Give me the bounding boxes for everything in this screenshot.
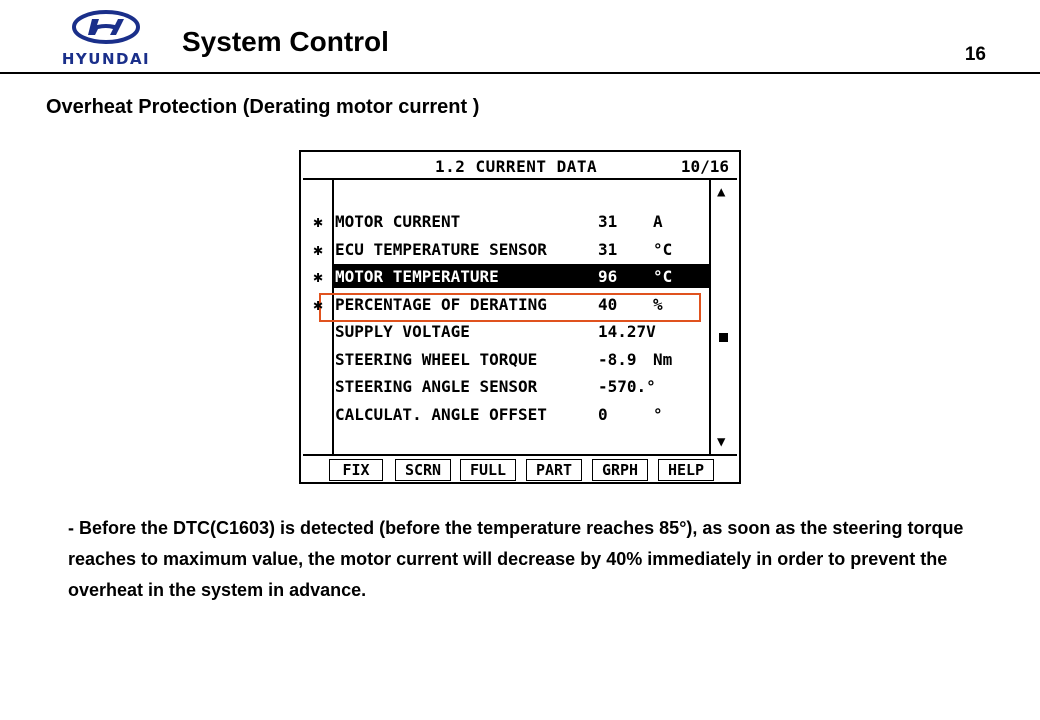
scanner-screen xyxy=(299,150,741,484)
brand-name: HYUNDAI xyxy=(61,50,151,68)
grph-button[interactable]: GRPH xyxy=(592,459,648,481)
function-key-divider xyxy=(303,454,737,456)
row-label: STEERING WHEEL TORQUE xyxy=(335,349,538,369)
data-row-percentage-of-derating[interactable] xyxy=(301,291,711,319)
data-row-steering-angle-sensor[interactable] xyxy=(301,373,711,401)
row-value: -570.° xyxy=(598,377,656,396)
scroll-up-arrow-icon[interactable]: ▲ xyxy=(717,184,726,200)
screen-header xyxy=(303,154,737,180)
selection-marker: ✱ xyxy=(313,267,323,286)
fix-button[interactable]: FIX xyxy=(329,459,383,481)
row-label: CALCULAT. ANGLE OFFSET xyxy=(335,404,547,424)
row-label: MOTOR CURRENT xyxy=(335,212,461,231)
data-row-motor-current[interactable] xyxy=(301,208,711,236)
help-button[interactable]: HELP xyxy=(658,459,714,481)
row-unit: Nm xyxy=(653,349,673,369)
page-indicator: 10/16 xyxy=(680,157,729,176)
screen-title: 1.2 CURRENT DATA xyxy=(435,157,598,176)
selection-marker: ✱ xyxy=(313,239,323,259)
row-unit: ° xyxy=(653,404,663,424)
row-value: 31 xyxy=(598,239,618,259)
row-value: -8.9 xyxy=(598,349,637,369)
data-row-steering-wheel-torque[interactable] xyxy=(301,346,711,374)
selection-marker: ✱ xyxy=(313,294,323,314)
page-number: 16 xyxy=(964,44,986,65)
row-value: 14.27V xyxy=(598,322,656,341)
scrn-button[interactable]: SCRN xyxy=(395,459,451,481)
row-value: 40 xyxy=(598,294,618,314)
row-value: 0 xyxy=(598,404,608,424)
data-row-calculat-angle-offset[interactable] xyxy=(301,401,711,429)
page-title: System Control xyxy=(182,26,389,57)
row-label: ECU TEMPERATURE SENSOR xyxy=(335,239,547,259)
data-row-motor-temperature[interactable] xyxy=(301,263,711,291)
part-button[interactable]: PART xyxy=(526,459,582,481)
scroll-down-arrow-icon[interactable]: ▼ xyxy=(717,434,726,450)
section-subtitle: Overheat Protection (Derating motor current ) xyxy=(46,96,480,118)
full-button[interactable]: FULL xyxy=(460,459,516,481)
row-value: 31 xyxy=(598,212,618,231)
hyundai-logo-icon xyxy=(72,10,140,44)
row-label: MOTOR TEMPERATURE xyxy=(335,267,499,286)
data-row-ecu-temperature[interactable] xyxy=(301,236,711,264)
selection-marker: ✱ xyxy=(313,212,323,231)
data-row-supply-voltage[interactable] xyxy=(301,318,711,346)
row-unit: A xyxy=(653,212,663,231)
row-label: SUPPLY VOLTAGE xyxy=(335,322,470,341)
row-value: 96 xyxy=(598,267,618,286)
description-text: - Before the DTC(C1603) is detected (before the temperature reaches 85°), as soon as the steering torque reaches to maximum value, the motor current will decrease by 40% immediately in order to prevent the overheat in the system in advance. xyxy=(68,518,964,600)
row-label: PERCENTAGE OF DERATING xyxy=(335,294,547,314)
data-list xyxy=(301,208,711,428)
row-unit: °C xyxy=(653,267,673,286)
row-unit: °C xyxy=(653,239,673,259)
hyundai-logo xyxy=(58,10,154,66)
scrollbar-thumb[interactable] xyxy=(719,333,728,342)
row-unit: % xyxy=(653,294,663,314)
row-label: STEERING ANGLE SENSOR xyxy=(335,377,538,396)
header-divider xyxy=(0,72,1040,74)
